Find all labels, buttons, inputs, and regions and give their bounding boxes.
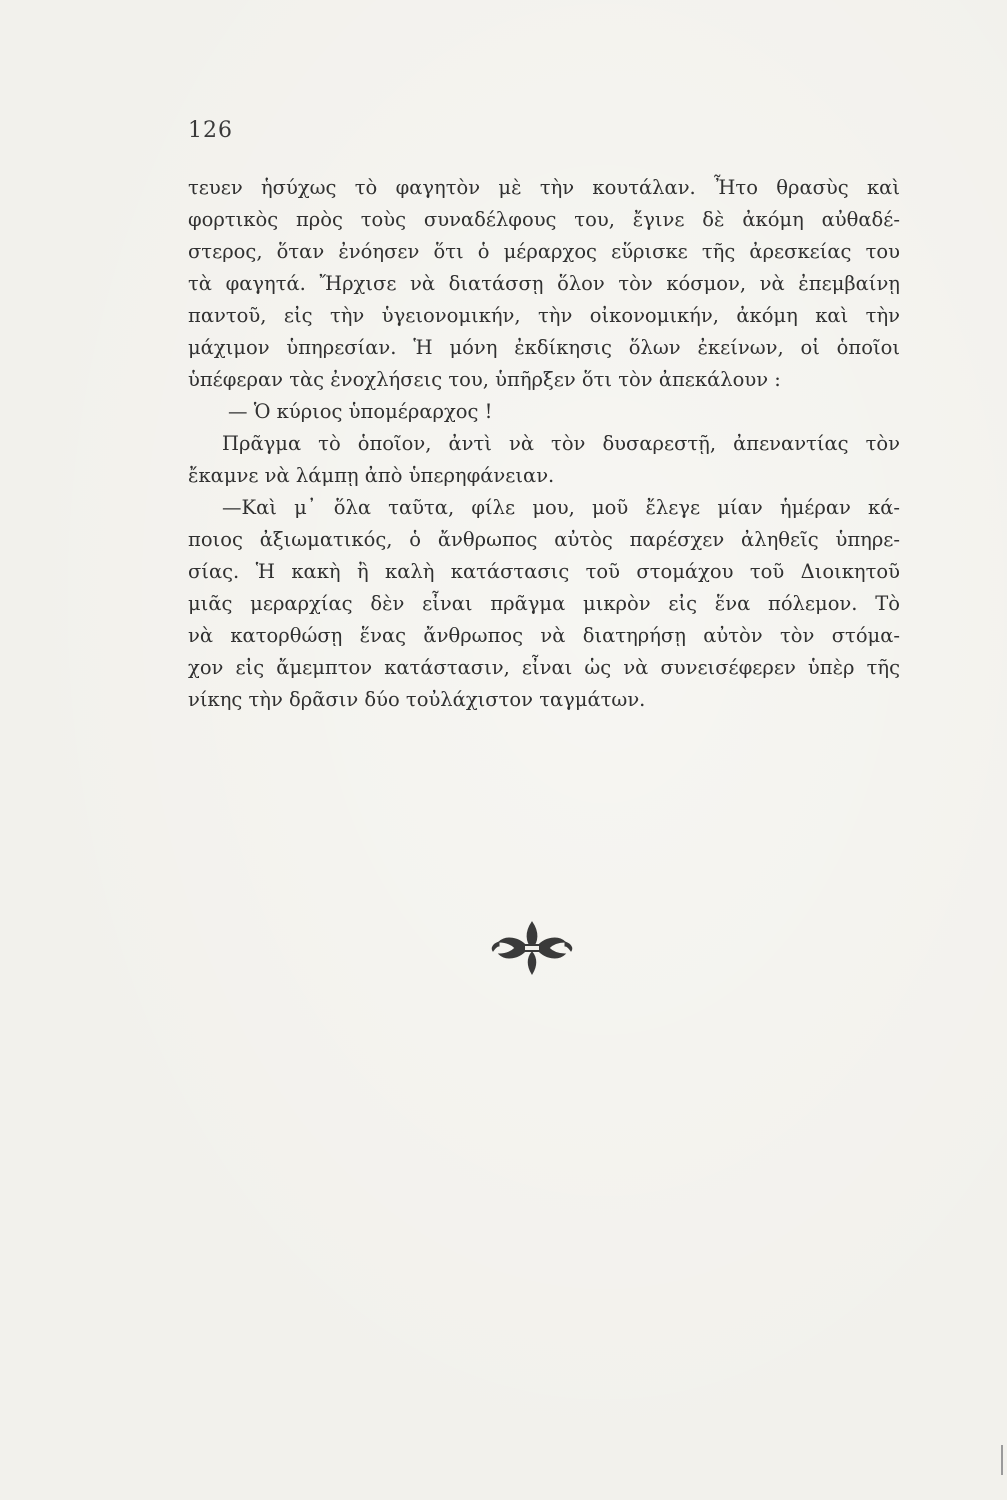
text-line: ποιος ἀξιωματικός, ὁ ἄνθρωπος αὐτὸς παρέσχεν ἀληθεῖς ὑπηρε- [188, 528, 900, 551]
text-line: τευεν ἡσύχως τὸ φαγητὸν μὲ τὴν κουτάλαν. Ἦτο θρασὺς καὶ [188, 176, 900, 199]
text-line: τὰ φαγητά. Ἤρχισε νὰ διατάσσῃ ὅλον τὸν κόσμον, νὰ ἐπεμβαίνῃ [188, 272, 900, 295]
text-line: στερος, ὅταν ἐνόησεν ὅτι ὁ μέραρχος εὕρισκε τῆς ἀρεσκείας του [188, 240, 900, 263]
text-line: παντοῦ, εἰς τὴν ὑγειονομικήν, τὴν οἰκονομικήν, ἀκόμη καὶ τὴν [188, 304, 900, 327]
text-line: μιᾶς μεραρχίας δὲν εἶναι πρᾶγμα μικρὸν εἰς ἕνα πόλεμον. Τὸ [188, 592, 900, 615]
text-line: σίας. Ἡ κακὴ ἢ καλὴ κατάστασις τοῦ στομάχου τοῦ Διοικητοῦ [188, 560, 900, 583]
text-block [188, 172, 900, 716]
page-number: 126 [188, 118, 233, 143]
text-line: —Καὶ μ᾽ ὅλα ταῦτα, φίλε μου, μοῦ ἔλεγε μίαν ἡμέραν κά- [222, 496, 900, 519]
text-line: ἔκαμνε νὰ λάμπῃ ἀπὸ ὑπερηφάνειαν. [188, 464, 555, 487]
scan-edge-mark [1001, 1445, 1003, 1475]
text-line: φορτικὸς πρὸς τοὺς συναδέλφους του, ἔγινε δὲ ἀκόμη αὐθαδέ- [188, 208, 900, 231]
text-line: ὑπέφεραν τὰς ἐνοχλήσεις του, ὑπῆρξεν ὅτι τὸν ἀπεκάλουν : [188, 368, 781, 391]
dialog-line: — Ὁ κύριος ὑπομέραρχος ! [228, 400, 493, 423]
fleur-de-lis-ornament-icon [489, 918, 575, 978]
text-line: Πρᾶγμα τὸ ὁποῖον, ἀντὶ νὰ τὸν δυσαρεστῇ, ἀπεναντίας τὸν [222, 432, 900, 455]
text-line: νὰ κατορθώσῃ ἕνας ἄνθρωπος νὰ διατηρήσῃ αὐτὸν τὸν στόμα- [188, 624, 900, 647]
text-line: νίκης τὴν δρᾶσιν δύο τοὐλάχιστον ταγμάτων. [188, 688, 646, 711]
text-line: μάχιμον ὑπηρεσίαν. Ἡ μόνη ἐκδίκησις ὅλων ἐκείνων, οἱ ὁποῖοι [188, 336, 900, 359]
text-line: χον εἰς ἄμεμπτον κατάστασιν, εἶναι ὡς νὰ συνεισέφερεν ὑπὲρ τῆς [188, 656, 900, 679]
